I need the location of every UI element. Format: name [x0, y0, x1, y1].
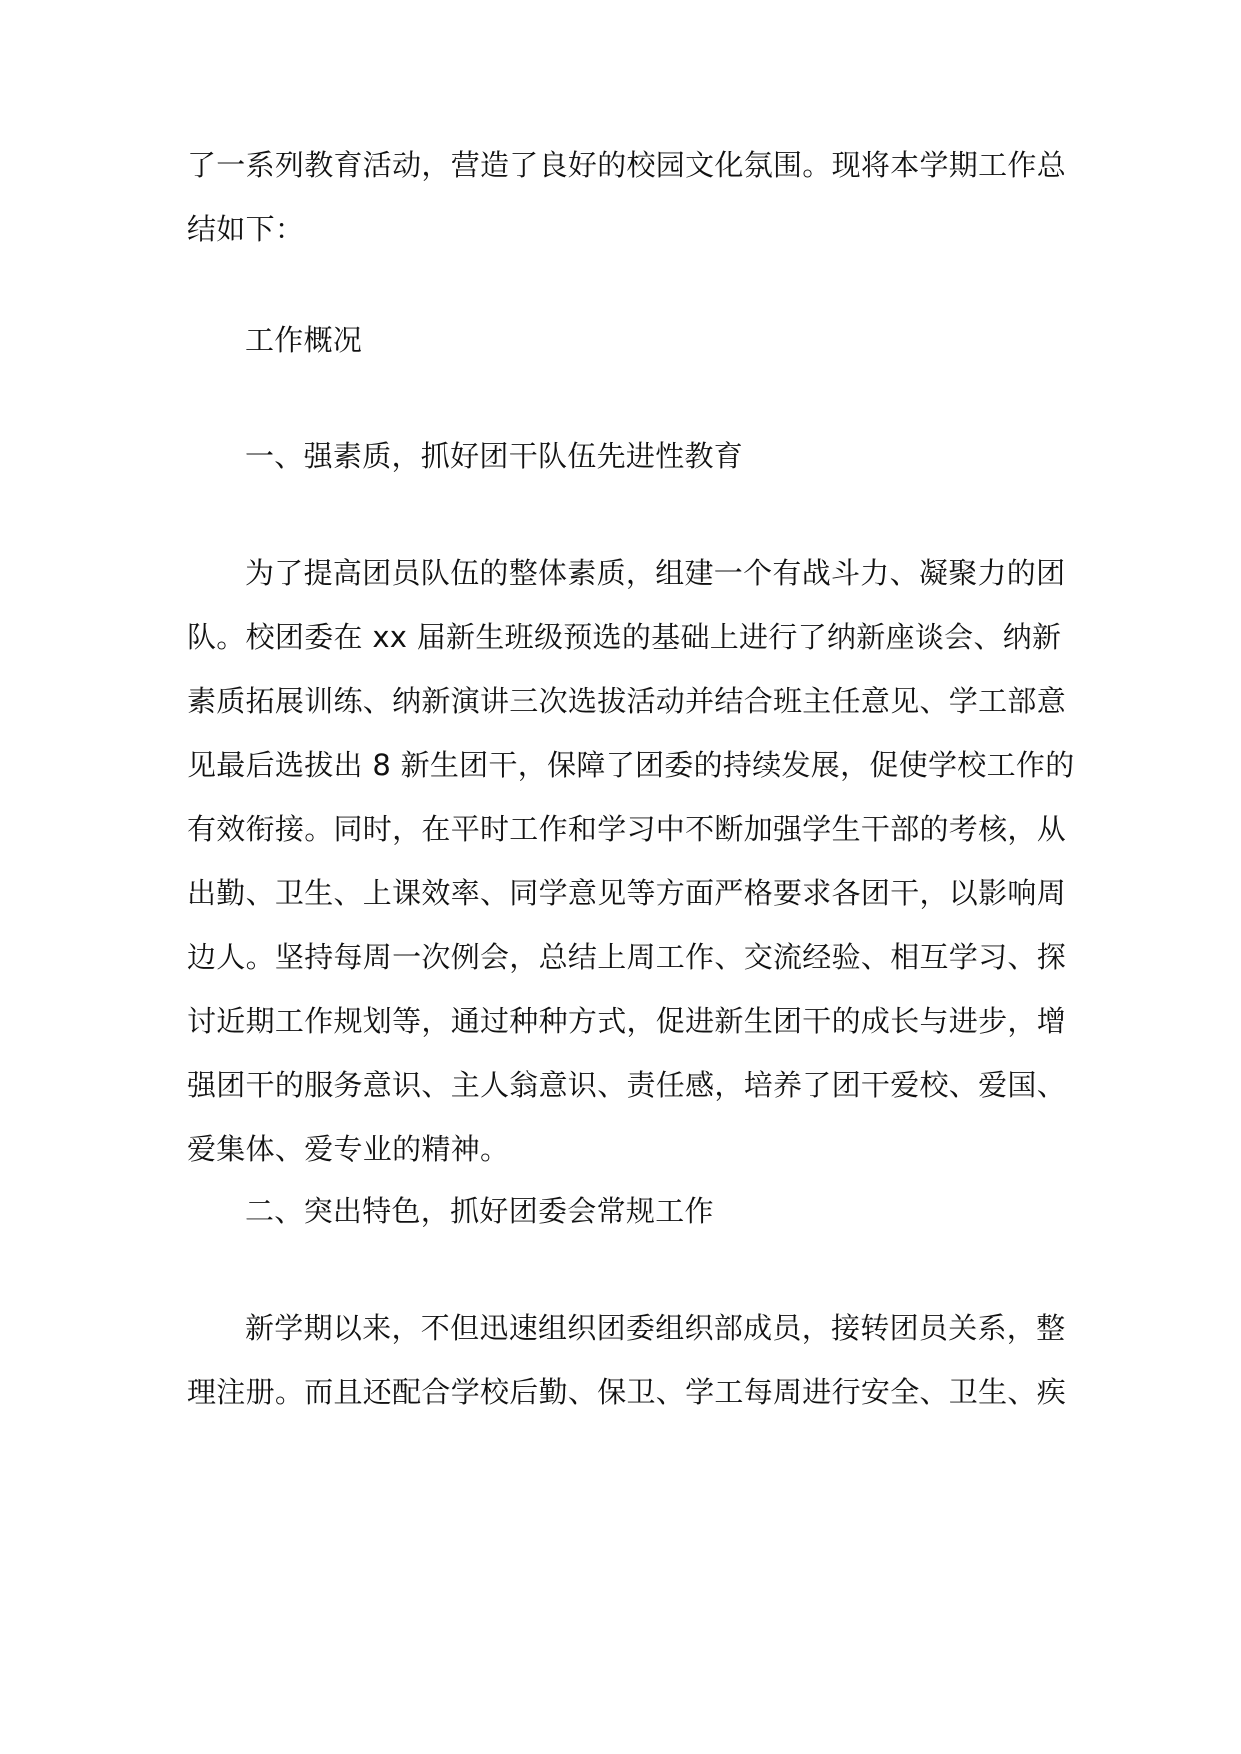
text-line: 新学期以来，不但迅速组织团委组织部成员，接转团员关系，整 — [245, 1311, 1066, 1345]
section1-heading: 一、强素质，抓好团干队伍先进性教育 — [245, 439, 744, 473]
intro-paragraph — [187, 133, 1067, 261]
text-line: 素质拓展训练、纳新演讲三次选拔活动并结合班主任意见、学工部意 — [187, 684, 1067, 718]
text-line: 了一系列教育活动，营造了良好的校园文化氛围。现将本学期工作总 — [187, 148, 1067, 182]
text-line: 讨近期工作规划等，通过种种方式，促进新生团干的成长与进步，增 — [187, 1004, 1067, 1038]
section2-paragraph — [187, 1296, 1067, 1424]
text-line: 见最后选拔出 8 新生团干，保障了团委的持续发展，促使学校工作的 — [187, 748, 1075, 782]
section2-heading-block — [187, 1179, 1067, 1243]
text-line: 队。校团委在 xx 届新生班级预选的基础上进行了纳新座谈会、纳新 — [187, 620, 1062, 654]
section1-paragraph — [187, 541, 1075, 1181]
text-line: 有效衔接。同时，在平时工作和学习中不断加强学生干部的考核，从 — [187, 812, 1067, 846]
text-line: 爱集体、爱专业的精神。 — [187, 1132, 510, 1166]
overview-heading-block — [187, 308, 1067, 372]
text-line: 结如下： — [187, 212, 305, 246]
text-line: 边人。坚持每周一次例会，总结上周工作、交流经验、相互学习、探 — [187, 940, 1067, 974]
section2-heading: 二、突出特色，抓好团委会常规工作 — [245, 1194, 714, 1228]
text-line: 为了提高团员队伍的整体素质，组建一个有战斗力、凝聚力的团 — [245, 556, 1066, 590]
text-line: 理注册。而且还配合学校后勤、保卫、学工每周进行安全、卫生、疾 — [187, 1375, 1067, 1409]
overview-heading: 工作概况 — [245, 323, 363, 357]
text-line: 强团干的服务意识、主人翁意识、责任感，培养了团干爱校、爱国、 — [187, 1068, 1067, 1102]
section1-heading-block — [187, 424, 1067, 488]
text-line: 出勤、卫生、上课效率、同学意见等方面严格要求各团干，以影响周 — [187, 876, 1067, 910]
